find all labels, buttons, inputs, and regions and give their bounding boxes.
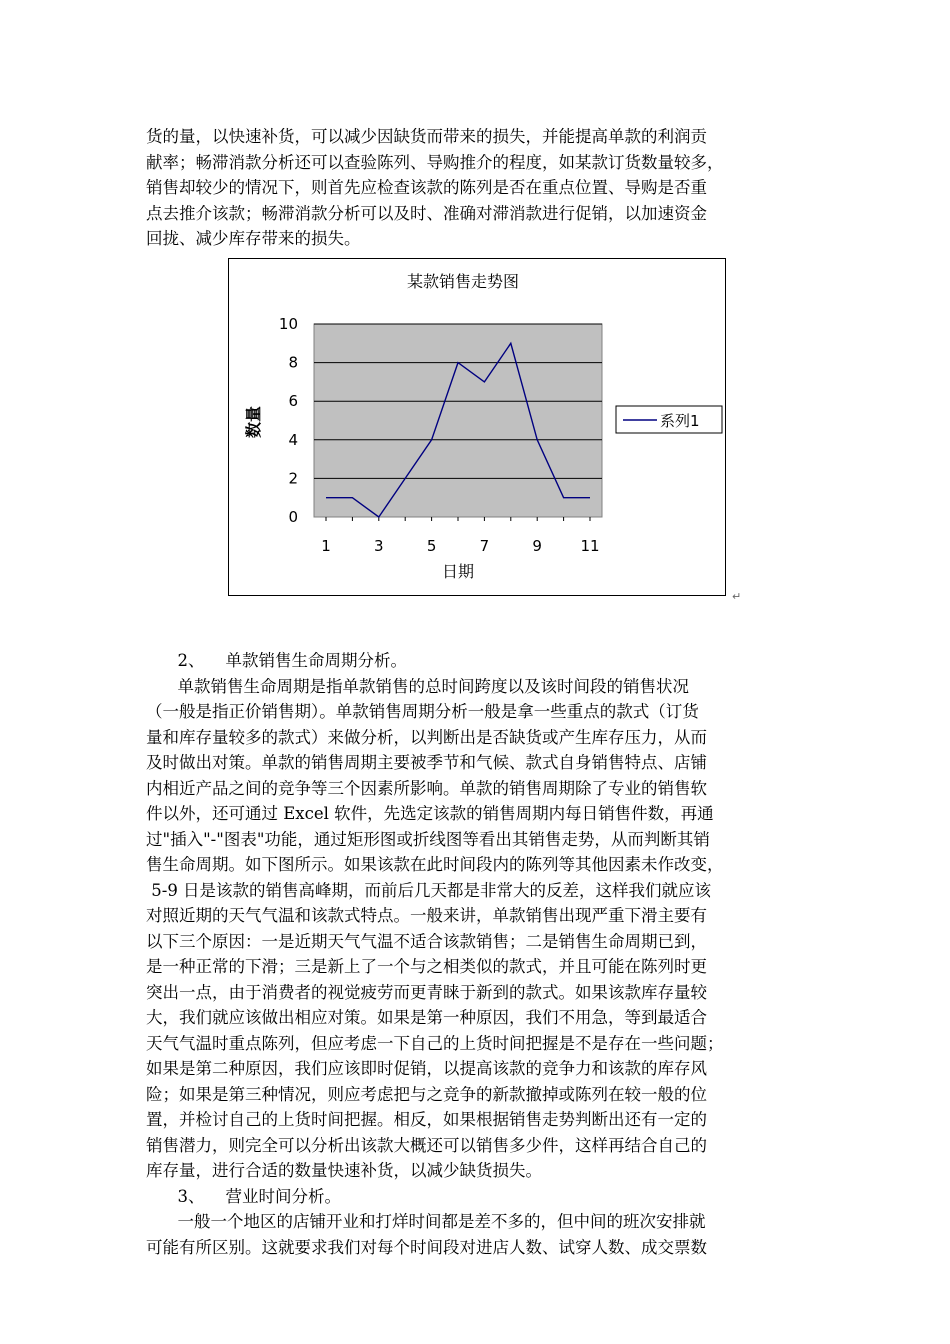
y-tick-label: 8 — [288, 353, 298, 372]
text-line: 5-9 日是该款的销售高峰期，而前后几天都是非常大的反差，这样我们就应该 — [146, 880, 712, 900]
paragraph-bottom — [146, 648, 806, 1260]
y-axis-label: 数量 — [244, 405, 263, 439]
text-line: 销售却较少的情况下，则首先应检查该款的陈列是否在重点位置、导购是否重 — [146, 178, 707, 197]
text-line: 单款销售生命周期是指单款销售的总时间跨度以及该时间段的销售状况 — [146, 676, 689, 696]
x-tick-label: 3 — [374, 537, 384, 555]
chart-title: 某款销售走势图 — [406, 272, 520, 291]
x-tick-label: 1 — [321, 537, 331, 555]
text-line: 天气气温时重点陈列，但应考虑一下自己的上货时间把握是不是存在一些问题； — [146, 1033, 724, 1053]
x-tick-label: 11 — [580, 537, 600, 555]
text-line: 及时做出对策。单款的销售周期主要被季节和气候、款式自身销售特点、店铺 — [146, 753, 707, 772]
text-line: 过"插入"-"图表"功能，通过矩形图或折线图等看出其销售走势，从而判断其销 — [146, 829, 710, 849]
chart-canvas — [229, 259, 725, 595]
text-line: 件以外，还可通过 Excel 软件，先选定该款的销售周期内每日销售件数，再通 — [146, 804, 714, 823]
legend — [616, 406, 722, 433]
text-line: 险；如果是第三种情况，则应考虑把与之竞争的新款撤掉或陈列在较一般的位 — [146, 1084, 707, 1104]
text-line: 如果是第二种原因，我们应该即时促销，以提高该款的竞争力和该款的库存风 — [146, 1059, 707, 1078]
x-tick-label: 5 — [426, 537, 437, 555]
text-line: 点去推介该款；畅滞消款分析可以及时、准确对滞消款进行促销，以加速资金 — [146, 203, 707, 223]
text-line: 内相近产品之间的竞争等三个因素所影响。单款的销售周期除了专业的销售软 — [146, 778, 707, 798]
text-line: 3、 营业时间分析。 — [146, 1186, 341, 1206]
text-line: 献率；畅滞消款分析还可以查验陈列、导购推介的程度，如某款订货数量较多， — [146, 152, 724, 172]
text-line: 以下三个原因：一是近期天气气温不适合该款销售；二是销售生命周期已到， — [146, 931, 707, 951]
text-line: 可能有所区别。这就要求我们对每个时间段对进店人数、试穿人数、成交票数 — [146, 1237, 707, 1257]
y-tick-label: 2 — [288, 469, 298, 488]
sales-trend-chart — [228, 258, 726, 596]
text-line: 回拢、减少库存带来的损失。 — [146, 229, 361, 248]
text-line: 销售潜力，则完全可以分析出该款大概还可以销售多少件，这样再结合自己的 — [146, 1135, 707, 1155]
legend-label: 系列1 — [660, 412, 700, 430]
text-line: 2、 单款销售生命周期分析。 — [146, 651, 407, 670]
text-line: 库存量，进行合适的数量快速补货，以减少缺货损失。 — [146, 1161, 542, 1180]
x-tick-label: 7 — [479, 537, 490, 555]
text-line: （一般是指正价销售期）。单款销售周期分析一般是拿一些重点的款式（订货 — [146, 702, 699, 721]
y-tick-label: 0 — [288, 508, 298, 526]
text-line: 对照近期的天气气温和该款式特点。一般来讲，单款销售出现严重下滑主要有 — [146, 906, 707, 925]
text-line: 一般一个地区的店铺开业和打烊时间都是差不多的，但中间的班次安排就 — [146, 1212, 706, 1231]
x-axis-ticks — [321, 517, 599, 555]
text-line: 售生命周期。如下图所示。如果该款在此时间段内的陈列等其他因素未作改变， — [146, 855, 724, 874]
paragraph-top — [146, 124, 806, 252]
text-line: 货的量，以快速补货，可以减少因缺货而带来的损失，并能提高单款的利润贡 — [146, 127, 707, 146]
paragraph-return-mark: ↵ — [732, 590, 742, 603]
text-line: 置，并检讨自己的上货时间把握。相反，如果根据销售走势判断出还有一定的 — [146, 1110, 707, 1129]
y-axis-ticks — [279, 315, 298, 526]
text-line: 量和库存量较多的款式）来做分析，以判断出是否缺货或产生库存压力，从而 — [146, 727, 707, 747]
x-axis-label: 日期 — [441, 562, 475, 581]
text-line: 突出一点，由于消费者的视觉疲劳而更青睐于新到的款式。如果该款库存量较 — [146, 982, 707, 1002]
x-tick-label: 9 — [532, 537, 542, 555]
text-line: 大，我们就应该做出相应对策。如果是第一种原因，我们不用急，等到最适合 — [146, 1008, 707, 1027]
y-tick-label: 6 — [288, 392, 298, 411]
y-tick-label: 10 — [278, 315, 298, 333]
y-tick-label: 4 — [288, 430, 298, 449]
text-line: 是一种正常的下滑；三是新上了一个与之相类似的款式，并且可能在陈列时更 — [146, 957, 707, 976]
